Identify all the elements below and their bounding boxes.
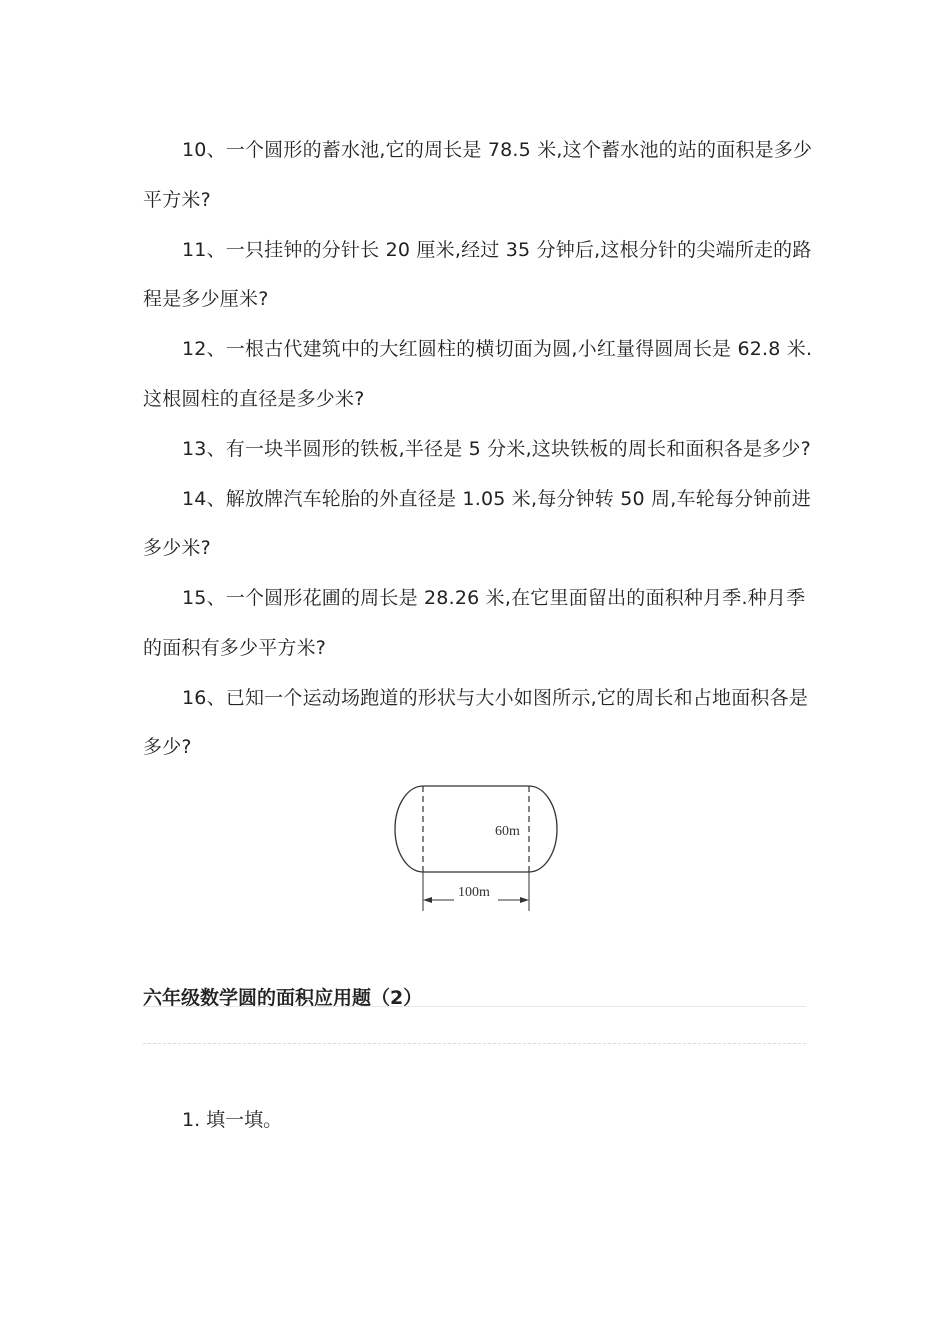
question-11-line-2: 程是多少厘米? (143, 288, 269, 310)
height-label: 60m (495, 824, 520, 839)
question-13-line-1: 13、有一块半圆形的铁板,半径是 5 分米,这块铁板的周长和面积各是多少? (182, 438, 811, 460)
question-16-line-1: 16、已知一个运动场跑道的形状与大小如图所示,它的周长和占地面积各是 (182, 687, 809, 709)
fill-in-item-1: 1. 填一填。 (182, 1109, 283, 1131)
question-14-line-2: 多少米? (143, 537, 211, 559)
title-underline (143, 1006, 806, 1007)
question-10-line-1: 10、一个圆形的蓄水池,它的周长是 78.5 米,这个蓄水池的站的面积是多少 (182, 139, 813, 161)
question-10-line-2: 平方米? (143, 189, 211, 211)
question-15-line-1: 15、一个圆形花圃的周长是 28.26 米,在它里面留出的面积种月季.种月季 (182, 587, 806, 609)
running-track-figure (392, 784, 562, 914)
dashed-divider (143, 1043, 806, 1044)
right-arrowhead (520, 897, 529, 903)
left-arrowhead (423, 897, 432, 903)
question-16-line-2: 多少? (143, 736, 192, 758)
question-14-line-1: 14、解放牌汽车轮胎的外直径是 1.05 米,每分钟转 50 周,车轮每分钟前进 (182, 488, 811, 510)
question-12-line-1: 12、一根古代建筑中的大红圆柱的横切面为圆,小红量得圆周长是 62.8 米. (182, 338, 813, 360)
question-11-line-1: 11、一只挂钟的分针长 20 厘米,经过 35 分钟后,这根分针的尖端所走的路 (182, 239, 812, 261)
question-15-line-2: 的面积有多少平方米? (143, 637, 327, 659)
section-title: 六年级数学圆的面积应用题（2） (143, 987, 423, 1009)
width-label: 100m (458, 885, 490, 900)
track-outline (395, 786, 557, 872)
question-12-line-2: 这根圆柱的直径是多少米? (143, 388, 365, 410)
